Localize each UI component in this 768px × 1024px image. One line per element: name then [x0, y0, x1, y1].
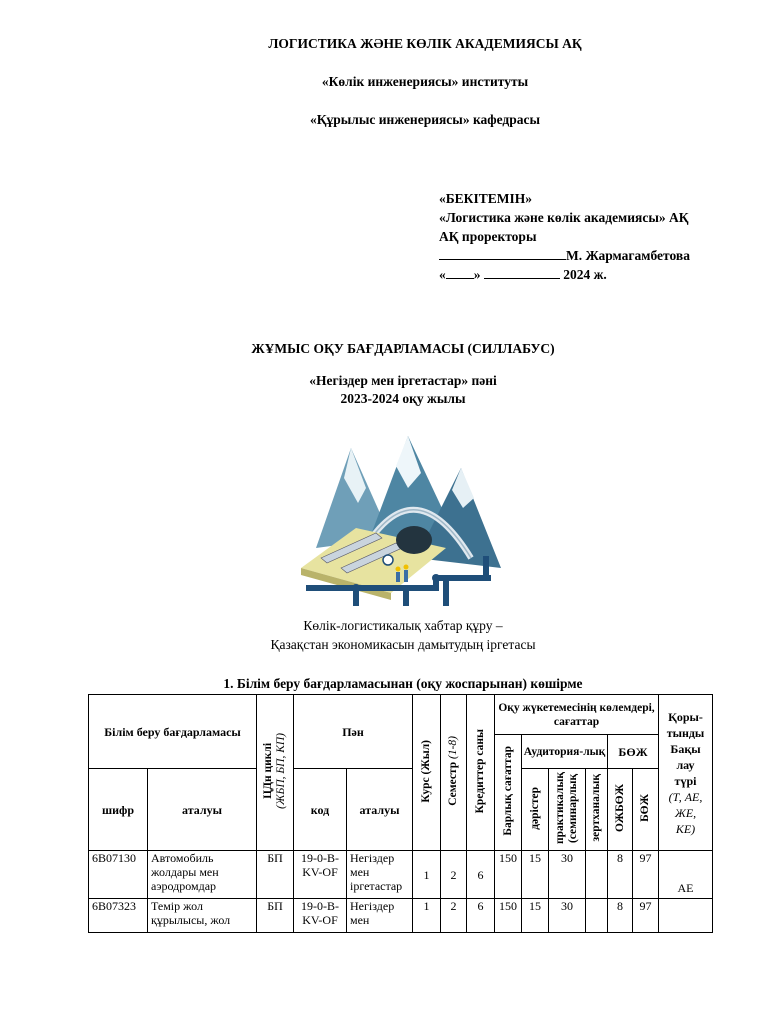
org-title: ЛОГИСТИКА ЖӘНЕ КӨЛІК АКАДЕМИЯСЫ АҚ [268, 36, 582, 51]
th-lab: зертханалық [586, 769, 608, 851]
infrastructure-illustration [296, 428, 508, 610]
approval-line1: «Логистика және көлік академиясы» АҚ [439, 210, 689, 225]
th-scode: код [294, 769, 347, 851]
th-credits: Кредиттер саны [467, 695, 495, 851]
th-cycle: ЦДн циклі (ЖБП, БП, КП) [257, 695, 294, 851]
table-row: 6В07130 Автомобиль жолдары мен аэродромдар БП 19-0-В- KV-OF Негіздер мен іргетастар 1 2 6 150 15 30 8 97 АЕ [89, 851, 713, 899]
control-cell: АЕ [659, 851, 713, 899]
section-title: 1. Білім беру бағдарламасынан (оқу жоспарынан) көшірме [223, 676, 583, 691]
approval-line2: АҚ проректоры [439, 229, 537, 244]
approval-title: «БЕКІТЕМІН» [439, 191, 532, 206]
th-subject: Пән [294, 695, 413, 769]
institute-title: «Көлік инженериясы» институты [321, 74, 529, 89]
th-lect: дәрістер [522, 769, 549, 851]
th-pract: практикалық (семинарлық [549, 769, 586, 851]
th-load: Оқу жүкетемесінің көлемдері, сағаттар [495, 695, 659, 735]
department-title: «Құрылыс инженериясы» кафедрасы [309, 112, 541, 127]
th-bozh: БӨЖ [608, 735, 659, 769]
approval-date-line: « » 2024 ж. [439, 267, 607, 282]
th-ozhbozh: ОЖБӨЖ [608, 769, 633, 851]
program-year: 2023-2024 оқу жылы [340, 391, 466, 406]
signature-blank [439, 246, 566, 260]
th-semester: Семестр (1-8) [441, 695, 467, 851]
th-aud: Аудитория-лық [522, 735, 608, 769]
th-code: шифр [89, 769, 148, 851]
program-subject: «Негіздер мен іргетастар» пәні [309, 373, 497, 388]
curriculum-table [88, 694, 713, 933]
th-total: Барлық сағаттар [495, 735, 522, 851]
approval-signer: М. Жармагамбетова [566, 248, 690, 263]
th-bozh2: БӨЖ [633, 769, 659, 851]
month-blank [484, 265, 560, 279]
approval-year: 2024 ж. [563, 267, 607, 282]
table-row: 6В07323 Темір жол құрылысы, жол БП 19-0-В- KV-OF Негіздер мен 1 2 6 150 15 30 8 97 [89, 899, 713, 933]
slogan-line1: Көлік-логистикалық хабтар құру – [303, 618, 503, 633]
th-course: Курс (Жыл) [413, 695, 441, 851]
approval-block [439, 189, 739, 284]
approval-signer-line [439, 246, 739, 265]
th-sname: аталуы [347, 769, 413, 851]
th-control: Қоры- тынды Бақы лау түрі (Т, АЕ, ЖЕ, КЕ) [659, 695, 713, 851]
slogan-line2: Қазақстан экономикасын дамытудың іргетасы [270, 637, 536, 652]
th-name: аталуы [148, 769, 257, 851]
day-blank [446, 265, 474, 279]
th-program: Білім беру бағдарламасы [89, 695, 257, 769]
program-title: ЖҰМЫС ОҚУ БАҒДАРЛАМАСЫ (СИЛЛАБУС) [251, 341, 555, 356]
